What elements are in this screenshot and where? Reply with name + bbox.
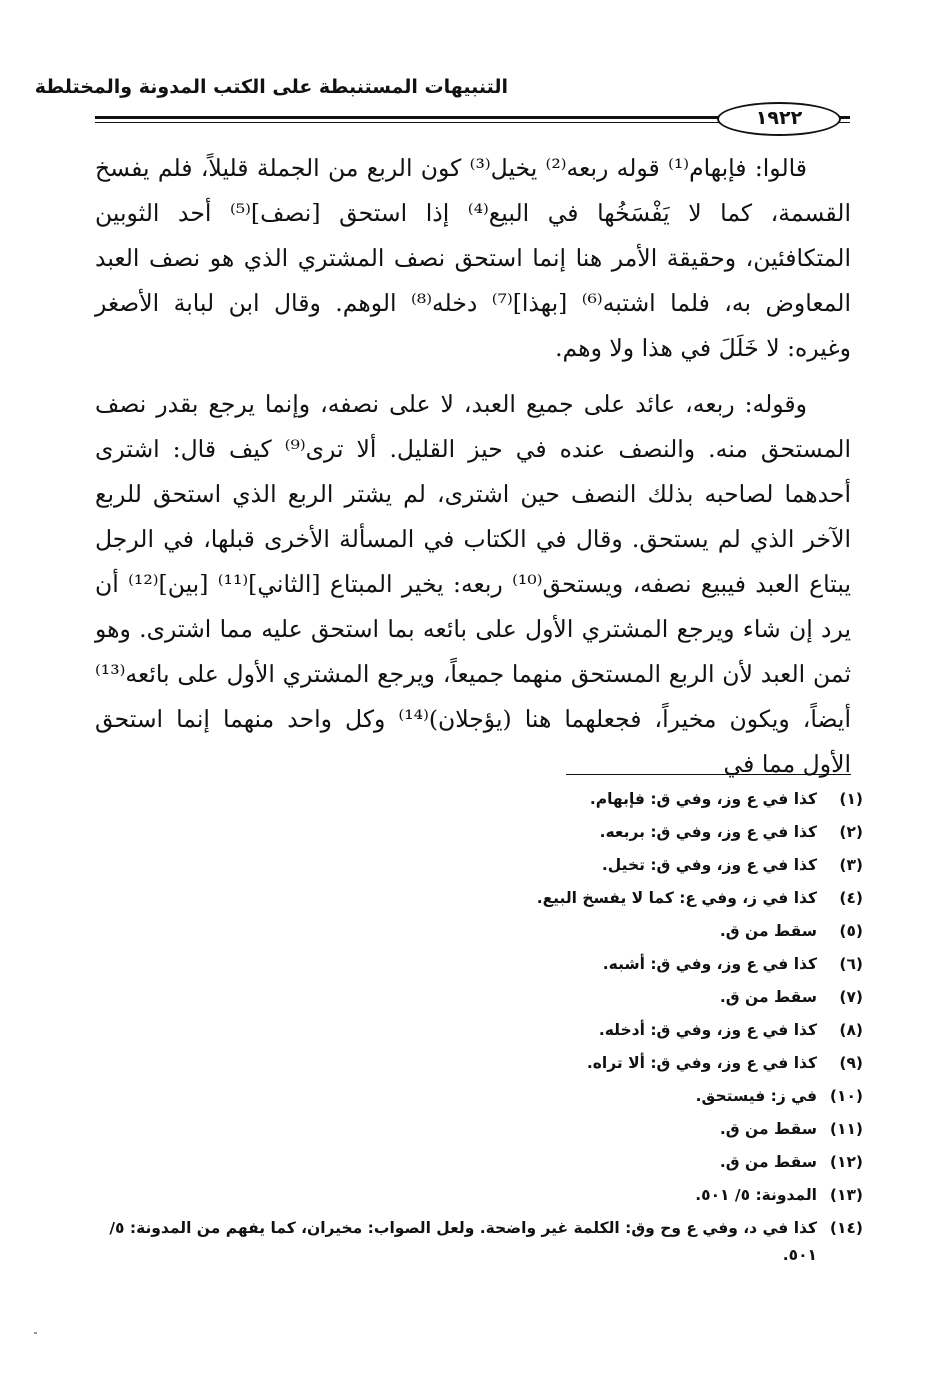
footnote-item [95, 1080, 863, 1113]
footnote-item [95, 1113, 863, 1146]
footnote-text: كذا في ع وز، وفي ق: ألا تراه. [586, 1054, 817, 1072]
footnotes [95, 783, 863, 1269]
footnote-text: في ز: فيستحق. [695, 1087, 817, 1105]
footnote-text: كذا في ع وز، وفي ق: بربعه. [599, 823, 817, 841]
paragraph: وقوله: ربعه، عائد على جميع العبد، لا على نصفه، وإنما يرجع بقدر نصف المستحق منه. والنصف عنده في حيز القليل. ألا ترى⁽⁹⁾ كيف قال: اشترى أحدهما لصاحبه بذلك النصف حين اشترى، لم يشتر الربع الذي استحق للربع الآخر الذي لم يستحق. وقال في الكتاب في المسألة الأخرى قبلها، في الرجل يبتاع العبد فيبيع نصفه، ويستحق⁽¹⁰⁾ ربعه: يخير المبتاع [الثاني]⁽¹¹⁾ [بين]⁽¹²⁾ أن يرد إن شاء ويرجع المشتري الأول على بائعه بما استحق عليه مما اشترى. وهو ثمن العبد لأن الربع المستحق منهما جميعاً، ويرجع المشتري الأول على بائعه⁽¹³⁾ أيضاً، ويكون مخيراً، فجعلهما هنا (يؤجلان)⁽¹⁴⁾ وكل واحد منهما إنما استحق الأول مما في [95, 390, 852, 778]
footnote-number: (٣) [839, 856, 863, 874]
footnote-item [95, 849, 863, 882]
footnote-number: (١٠) [829, 1087, 863, 1105]
footnote-number: (٥) [839, 922, 863, 940]
footnotes-separator [566, 774, 851, 775]
main-text [95, 146, 851, 787]
footnote-item [95, 915, 863, 948]
page-number: ١٩٢٢ [717, 102, 841, 136]
scan-speck [34, 1332, 37, 1334]
footnote-item [95, 882, 863, 915]
footnote-number: (١١) [829, 1120, 863, 1138]
footnote-number: (٢) [839, 823, 863, 841]
footnote-item [95, 816, 863, 849]
footnote-number: (١٤) [829, 1219, 863, 1237]
footnote-number: (٧) [839, 988, 863, 1006]
footnote-text: كذا في ع وز، وفي ق: فإبهام. [589, 790, 817, 808]
footnote-number: (٩) [839, 1054, 863, 1072]
footnote-text: كذا في ع وز، وفي ق: أدخله. [598, 1021, 817, 1039]
footnote-number: (١) [839, 790, 863, 808]
footnote-text: سقط من ق. [719, 922, 817, 940]
footnote-text: سقط من ق. [719, 988, 817, 1006]
footnote-text: كذا في د، وفي ع وح وق: الكلمة غير واضحة. ولعل الصواب: مخيران، كما يفهم من المدونة: ٥/ ٥٠١. [109, 1219, 817, 1264]
footnote-item [95, 1212, 863, 1269]
footnote-text: المدونة: ٥/ ٥٠١. [695, 1186, 817, 1204]
footnote-text: سقط من ق. [719, 1120, 817, 1138]
footnote-text: كذا في ع وز، وفي ق: أشبه. [602, 955, 817, 973]
footnote-text: سقط من ق. [719, 1153, 817, 1171]
footnote-number: (٦) [839, 955, 863, 973]
running-title: التنبيهات المستنبطة على الكتب المدونة والمختلطة [34, 76, 508, 98]
footnote-number: (١٢) [829, 1153, 863, 1171]
footnote-number: (١٣) [829, 1186, 863, 1204]
footnote-item [95, 948, 863, 981]
footnote-text: كذا في ز، وفي ع: كما لا يفسخ البيع. [536, 889, 817, 907]
footnote-number: (٤) [839, 889, 863, 907]
footnote-item [95, 783, 863, 816]
footnote-item [95, 1014, 863, 1047]
footnote-text: كذا في ع وز، وفي ق: تخيل. [601, 856, 817, 874]
footnote-item [95, 1146, 863, 1179]
footnote-item [95, 1047, 863, 1080]
footnote-number: (٨) [839, 1021, 863, 1039]
footnote-item [95, 1179, 863, 1212]
paragraph: قالوا: فإبهام⁽¹⁾ قوله ربعه⁽²⁾ يخيل⁽³⁾ كون الربع من الجملة قليلاً، فلم يفسخ القسمة، كما لا يَفْسَخُها في البيع⁽⁴⁾ إذا استحق [نصف]⁽⁵⁾ أحد الثوبين المتكافئين، وحقيقة الأمر هنا إنما استحق نصف المشتري الذي هو نصف العبد المعاوض به، فلما اشتبه⁽⁶⁾ [بهذا]⁽⁷⁾ دخله⁽⁸⁾ الوهم. وقال ابن لبابة الأصغر وغيره: لا خَلَلَ في هذا ولا وهم. [95, 154, 851, 362]
footnote-item [95, 981, 863, 1014]
